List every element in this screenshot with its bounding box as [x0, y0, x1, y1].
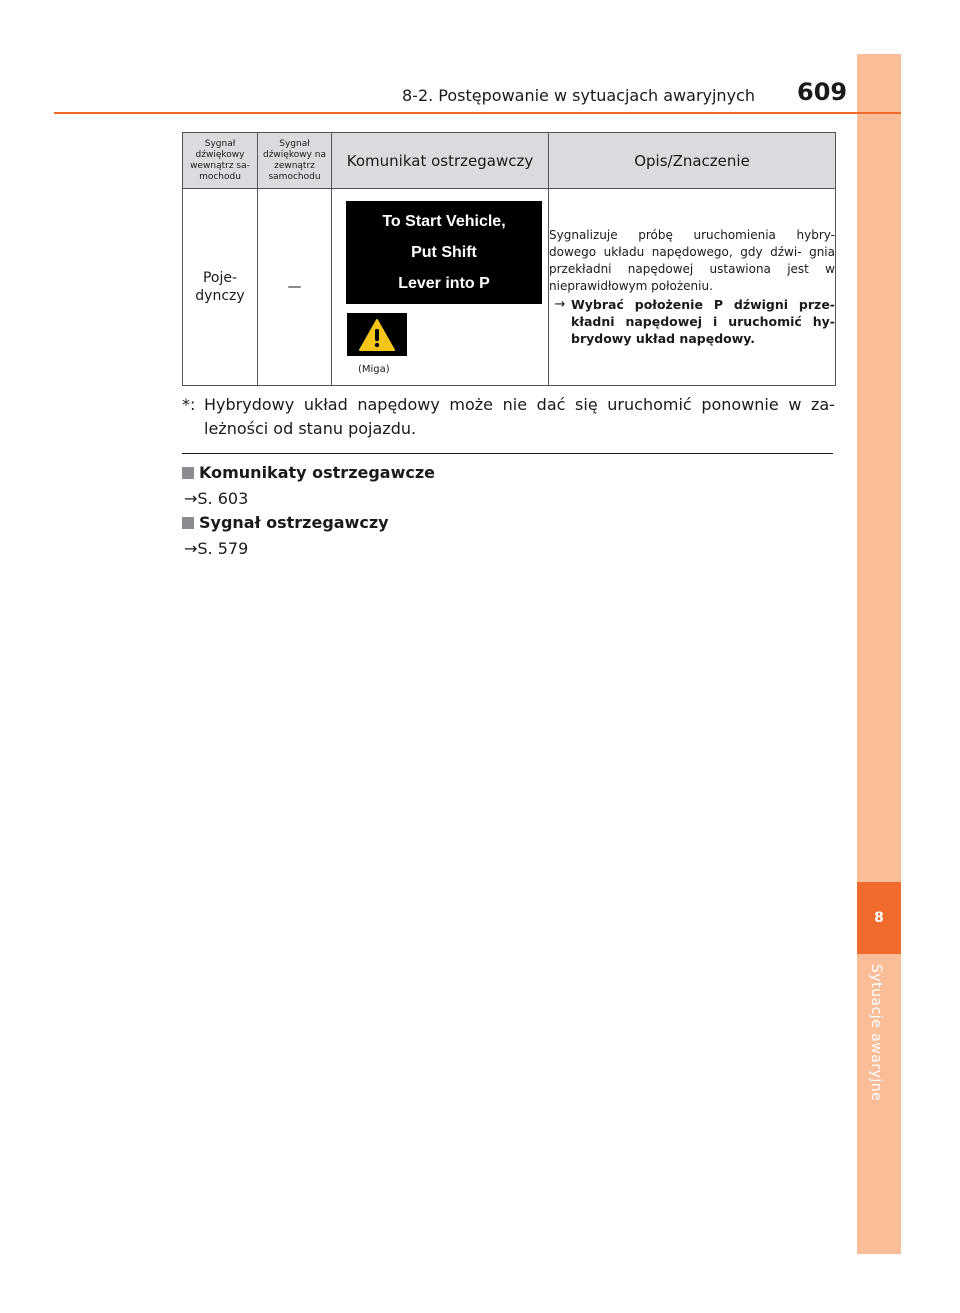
- header-exterior-signal: Sygnał dźwiękowy na zewnątrz samochodu: [258, 133, 332, 189]
- section-divider: [182, 453, 833, 454]
- section-heading-warning-messages: [182, 463, 435, 482]
- interior-signal-value: Poje- dynczy: [183, 189, 258, 386]
- warning-message-cell: [332, 189, 549, 386]
- warning-triangle-icon: [358, 318, 396, 352]
- message-line-3: Lever into P: [398, 275, 490, 292]
- display-screen: [346, 201, 542, 304]
- section-heading-warning-buzzer: [182, 513, 389, 532]
- description-text: Sygnalizuje próbę uruchomienia hybry- dowego układu napędowego, gdy dźwi- gnia przekładni napędowej ustawiona jest w nieprawidłowym położeniu.: [549, 228, 835, 293]
- square-bullet-icon: [182, 467, 194, 479]
- footnote: [182, 393, 835, 441]
- chapter-label: Sytuacje awaryjne: [868, 964, 884, 1102]
- footnote-mark: *:: [182, 395, 196, 414]
- warning-table: [182, 132, 836, 386]
- action-text: Wybrać położenie P dźwigni prze- kładni napędowej i uruchomić hy- brydowy układ napędowy.: [571, 297, 835, 346]
- page-number: 609: [797, 78, 848, 106]
- footnote-text: Hybrydowy układ napędowy może nie dać się uruchomić ponownie w za- leżności od stanu pojazdu.: [204, 395, 835, 438]
- action-instruction: [549, 296, 835, 347]
- square-bullet-icon: [182, 517, 194, 529]
- chapter-side-tab: [857, 54, 901, 1254]
- reference-warning-messages[interactable]: →S. 603: [184, 489, 249, 508]
- description-cell: [549, 189, 836, 386]
- arrow-icon: →: [554, 297, 566, 312]
- message-line-1: To Start Vehicle,: [382, 213, 506, 230]
- section-title: 8-2. Postępowanie w sytuacjach awaryjnych: [402, 86, 755, 105]
- blink-label: (Miga): [358, 364, 390, 375]
- header-rule: [54, 112, 901, 114]
- section-title-warning-buzzer: Sygnał ostrzegawczy: [199, 513, 389, 532]
- section-title-warning-messages: Komunikaty ostrzegawcze: [199, 463, 436, 482]
- chapter-number: 8: [857, 882, 901, 954]
- header-interior-signal: Sygnał dźwiękowy wewnątrz sa- mochodu: [183, 133, 258, 189]
- header-warning-message: Komunikat ostrzegawczy: [332, 133, 549, 189]
- exterior-signal-value: —: [258, 189, 332, 386]
- warning-light-box: [347, 313, 407, 356]
- message-line-2: Put Shift: [411, 244, 477, 261]
- reference-warning-buzzer[interactable]: →S. 579: [184, 539, 249, 558]
- header-description: Opis/Znaczenie: [549, 133, 836, 189]
